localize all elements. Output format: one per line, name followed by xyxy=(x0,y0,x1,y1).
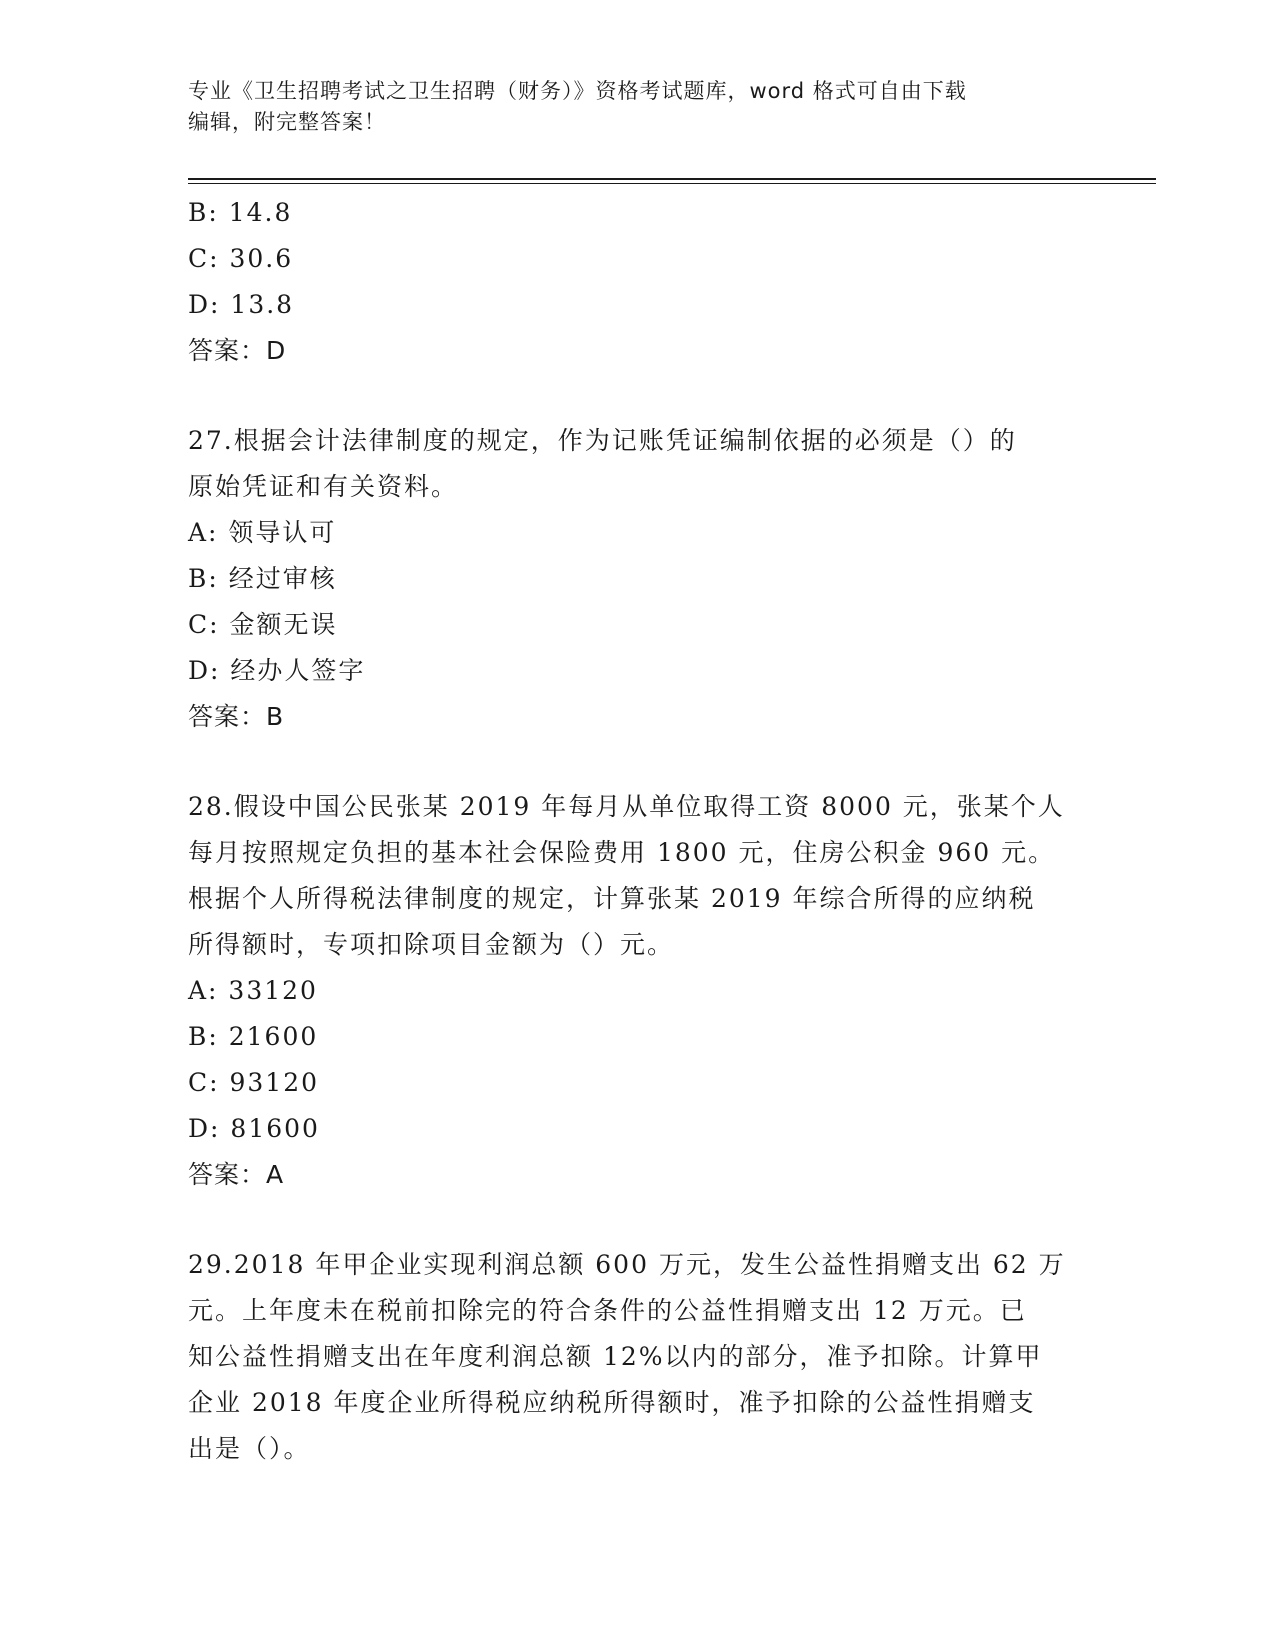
question-28 xyxy=(188,784,1068,1198)
option-a: A: 33120 xyxy=(188,976,318,1005)
header-divider xyxy=(188,178,1156,180)
option-c: C: 30.6 xyxy=(188,244,294,273)
question-26-tail xyxy=(188,190,1068,374)
option-d: D: 13.8 xyxy=(188,290,295,319)
answer-line: 答案：B xyxy=(188,702,285,731)
question-text-line: 根据个人所得税法律制度的规定，计算张某 2019 年综合所得的应纳税 xyxy=(188,884,1036,913)
document-body xyxy=(188,190,1068,1472)
option-d: D: 81600 xyxy=(188,1114,320,1143)
option-c: C: 金额无误 xyxy=(188,610,338,639)
page-header xyxy=(188,76,1088,138)
option-c: C: 93120 xyxy=(188,1068,320,1097)
option-b: B: 21600 xyxy=(188,1022,319,1051)
question-text-line: 27.根据会计法律制度的规定，作为记账凭证编制依据的必须是（）的 xyxy=(188,426,1017,455)
option-b: B: 14.8 xyxy=(188,198,293,227)
question-text-line: 原始凭证和有关资料。 xyxy=(188,472,459,501)
question-text-line: 出是（）。 xyxy=(188,1434,311,1463)
spacer xyxy=(188,1198,1068,1242)
answer-line: 答案：D xyxy=(188,336,287,365)
spacer xyxy=(188,374,1068,418)
question-text-line: 29.2018 年甲企业实现利润总额 600 万元，发生公益性捐赠支出 62 万 xyxy=(188,1250,1066,1279)
option-b: B: 经过审核 xyxy=(188,564,337,593)
question-text-line: 每月按照规定负担的基本社会保险费用 1800 元，住房公积金 960 元。 xyxy=(188,838,1056,867)
header-divider-thin xyxy=(188,183,1156,184)
question-text-line: 所得额时，专项扣除项目金额为（）元。 xyxy=(188,930,675,959)
header-line-2: 编辑，附完整答案！ xyxy=(188,110,386,134)
question-text-line: 企业 2018 年度企业所得税应纳税所得额时，准予扣除的公益性捐赠支 xyxy=(188,1388,1036,1417)
question-text-line: 元。上年度未在税前扣除完的符合条件的公益性捐赠支出 12 万元。已 xyxy=(188,1296,1027,1325)
header-line-1: 专业《卫生招聘考试之卫生招聘（财务）》资格考试题库，word 格式可自由下载 xyxy=(188,79,967,103)
option-d: D: 经办人签字 xyxy=(188,656,366,685)
question-29 xyxy=(188,1242,1068,1472)
question-27 xyxy=(188,418,1068,740)
question-text-line: 知公益性捐赠支出在年度利润总额 12%以内的部分，准予扣除。计算甲 xyxy=(188,1342,1043,1371)
answer-line: 答案：A xyxy=(188,1160,285,1189)
question-text-line: 28.假设中国公民张某 2019 年每月从单位取得工资 8000 元，张某个人 xyxy=(188,792,1065,821)
option-a: A: 领导认可 xyxy=(188,518,337,547)
spacer xyxy=(188,740,1068,784)
